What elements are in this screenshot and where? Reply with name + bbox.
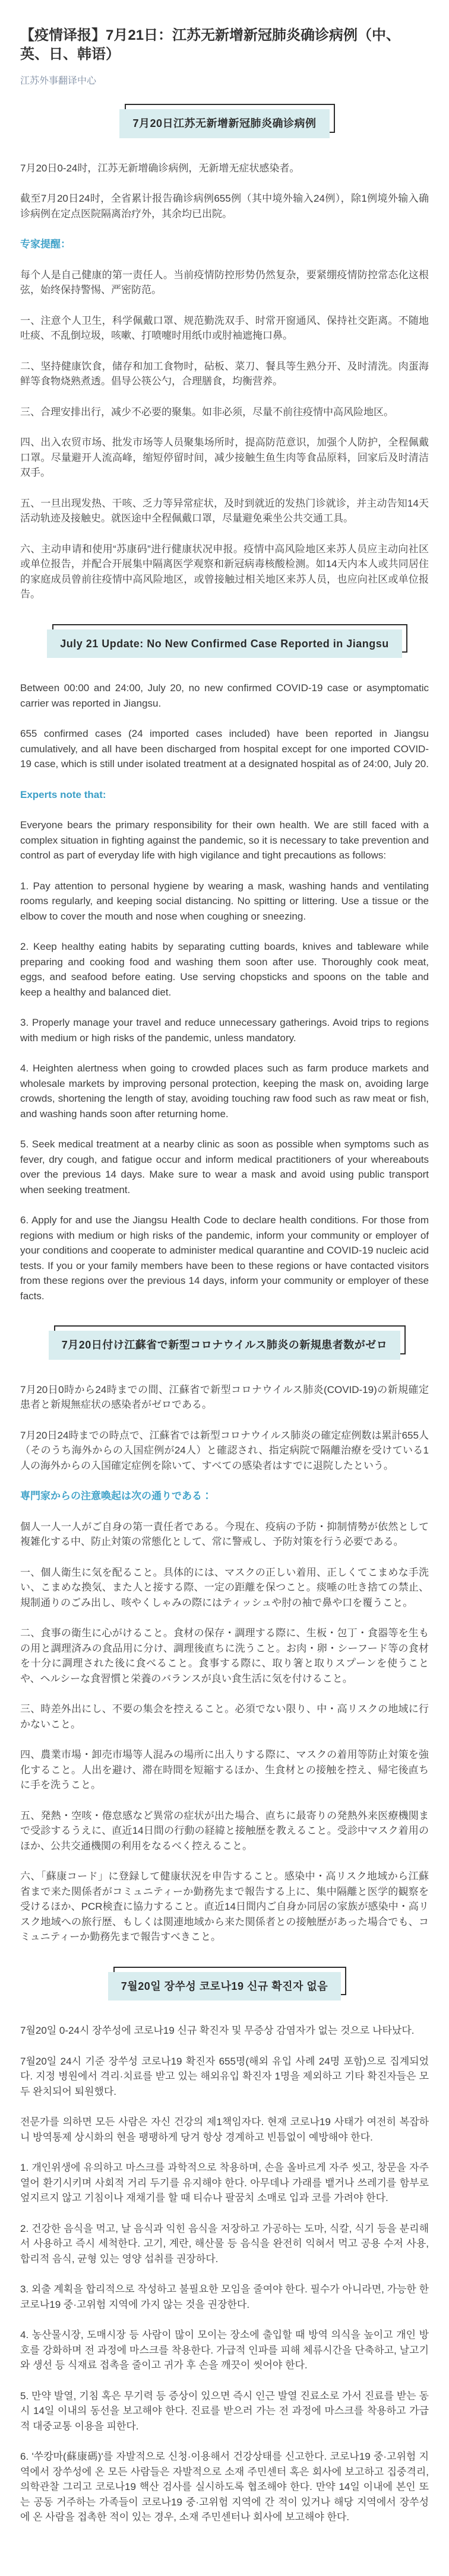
list-item: 2. 건강한 음식을 먹고, 날 음식과 익힌 음식을 저장하고 가공하는 도마, 식칼, 식기 등을 분리해서 사용하고 즉시 세척한다. 고기, 계란, 해산물 등 음식을 완전히 익혀서 먹고 공용 수저 사용, 합리적 음식, 균형 있는 영양 섭취를 권장하다. bbox=[20, 2222, 429, 2265]
list-item: 3. Properly manage your travel and reduce unnecessary gatherings. Avoid trips to regions with medium or high risks of the pandemic, unless mandatory. bbox=[20, 1017, 429, 1044]
section-header-chinese bbox=[20, 109, 429, 138]
paragraph: 個人一人一人がご自身の第一責任者である。今現在、疫病の予防・抑制情勢が依然として複雑化する中、防止対策の常態化として、常に警戒し、予防対策を行う必要である。 bbox=[20, 1521, 429, 1548]
section-header-text: 7월20일 장쑤성 코로나19 신규 확진자 없음 bbox=[108, 1972, 341, 2001]
list-item: 四、農業市場・卸売市場等人混みの場所に出入りする際に、マスクの着用等防止対策を強化すること。人出を避け、滞在時間を短縮するほか、生食材との接触を控え、帰宅後直ちに手を洗うこと。 bbox=[20, 1749, 429, 1791]
paragraph: Everyone bears the primary responsibility for their own health. We are still faced with a complex situation in fighting against the pandemic, so it is necessary to take prevention and control as part of everyday life with high vigilance and tight precautions as follows: bbox=[20, 819, 429, 861]
experts-note-label: Experts note that: bbox=[20, 788, 106, 800]
paragraph: 每个人是自己健康的第一责任人。当前疫情防控形势仍然复杂，要紧绷疫情防控常态化这根弦，始终保持警惕、严密防范。 bbox=[20, 269, 429, 296]
list-item: 五、発熱・空咳・倦怠感など異常の症状が出た場合、直ちに最寄りの発熱外来医療機関まで受診するうえに、直近14日間の行動の経緯と接触歴を教えること。受診中マスク着用のほか、公共交通機関の利用をなるべく控えること。 bbox=[20, 1809, 429, 1852]
list-item: 1. Pay attention to personal hygiene by wearing a mask, washing hands and ventilating rooms regularly, and keeping social distancing. No spitting or littering. Use a tissue or the elbow to cover the mouth and nose when coughing or sneezing. bbox=[20, 880, 429, 922]
list-item: 三、時差外出にし、不要の集会を控えること。必須でない限り、中・高リスクの地域に行かないこと。 bbox=[20, 1703, 429, 1730]
list-item: 五、一旦出现发热、干咳、乏力等异常症状，及时到就近的发热门诊就诊，并主动告知14天活动轨迹及接触史。就医途中全程佩戴口罩，尽量避免乘坐公共交通工具。 bbox=[20, 497, 429, 524]
section-header-text: July 21 Update: No New Confirmed Case Reported in Jiangsu bbox=[47, 629, 402, 659]
list-item: 二、食事の衛生に心がけること。食材の保存・調理する際に、生板・包丁・食器等を生もの用と調理済みの食品用に分け、調理後直ちに洗うこと。お肉・卵・シーフード等の食材を十分に調理された後に食べること。食事する際に、取り箸と取りスプーンを使うことや、ヘルシーな食習慣と栄養のバランスが良い食生活に気を付けること。 bbox=[20, 1627, 429, 1684]
list-item: 3. 외출 계획을 합리적으로 작성하고 불필요한 모임을 줄여야 한다. 필수가 아니라면, 가능한 한 코로나19 중·고위험 지역에 가지 않는 것을 권장한다. bbox=[20, 2284, 429, 2310]
list-item: 四、出入农贸市场、批发市场等人员聚集场所时，提高防范意识，加强个人防护，全程佩戴口罩。尽量避开人流高峰，缩短停留时间，减少接触生鱼生肉等食品原料，回家后及时清洁双手。 bbox=[20, 437, 429, 479]
section-english bbox=[20, 629, 429, 1304]
list-item: 5. Seek medical treatment at a nearby clinic as soon as possible when symptoms such as fever, dry cough, and fatigue occur and inform medical practitioners of your whereabouts over the previous 14 days. Make sure to wear a mask and avoid using public transport when seeking treatment. bbox=[20, 1138, 429, 1195]
paragraph: 7월20일 24시 기준 장쑤성 코로나19 확진자 655명(해외 유입 사례 24명 포함)으로 집계되었다. 지정 병원에서 격리·치료를 받고 있는 해외유입 확진자 1명을 제외하고 기타 확진자들은 모두 완치되어 퇴원했다. bbox=[20, 2055, 429, 2097]
experts-note-label: 专家提醒： bbox=[20, 238, 71, 250]
paragraph: 7月20日0-24时，江苏无新增确诊病例，无新增无症状感染者。 bbox=[20, 162, 300, 174]
paragraph: 7월20일 0-24시 장쑤성에 코로나19 신규 확진자 및 무증상 감염자가 없는 것으로 나타났다. bbox=[20, 2025, 415, 2037]
list-item: 一、注意个人卫生，科学佩戴口罩、规范勤洗双手、时常开窗通风、保持社交距离。不随地吐痰、不乱倒垃圾，咳嗽、打喷嚏时用纸巾或肘袖遮掩口鼻。 bbox=[20, 314, 429, 342]
list-item: 二、坚持健康饮食，储存和加工食物时，砧板、菜刀、餐具等生熟分开、及时清洗。肉蛋海鲜等食物烧熟煮透。倡导公筷公勺，合理膳食，均衡营养。 bbox=[20, 360, 429, 387]
paragraph: 655 confirmed cases (24 imported cases included) have been reported in Jiangsu cumulatively, and all have been discharged from hospital except for one imported COVID-19 case, which is still under isolated treatment at a designated hospital as of 24:00, July 20. bbox=[20, 728, 429, 770]
paragraph: Between 00:00 and 24:00, July 20, no new confirmed COVID-19 case or asymptomatic carrier was reported in Jiangsu. bbox=[20, 682, 429, 709]
list-item: 6. '쑤캉마(蘇康碼)'를 자발적으로 신청·이용해서 건강상태를 신고한다. 코로나19 중·고위험 지역에서 장쑤성에 온 모든 사람들은 자발적으로 소재 주민센터 혹은 회사에 보고하고 집중격리, 의학관찰 그리고 코로나19 핵산 검사를 실시하도록 협조해야 한다. 만약 14일 이내에 본인 또는 공동 거주하는 가족들이 코로나19 중·고위험 지역에 간 적이 있거나 해당 지역에서 장쑤성에 온 사람을 접촉한 적이 있는 경우, 소재 주민센터나 회사에 보고해야 한다. bbox=[20, 2451, 429, 2523]
section-header-korean bbox=[20, 1972, 429, 2001]
page-title: 【疫情译报】7月21日：江苏无新增新冠肺炎确诊病例（中、英、日、韩语） bbox=[20, 27, 401, 62]
paragraph: 7月20日0時から24時までの間、江蘇省で新型コロナウイルス肺炎(COVID-19)の新規確定患者と新規無症状の感染者がゼロである。 bbox=[20, 1384, 429, 1411]
list-item: 三、合理安排出行，减少不必要的聚集。如非必须，尽量不前往疫情中高风险地区。 bbox=[20, 406, 394, 418]
list-item: 2. Keep healthy eating habits by separating cutting boards, knives and tableware while preparing and cooking food and washing them soon after use. Thoroughly cook meat, eggs, and seafood before eating. Use serving chopsticks and spoons on the table and keep a healthy and balanced diet. bbox=[20, 941, 429, 998]
experts-note-label: 専門家からの注意喚起は次の通りである： bbox=[20, 1490, 212, 1502]
list-item: 六、主动申请和使用“苏康码”进行健康状况申报。疫情中高风险地区来苏人员应主动向社区或单位报告，并配合开展集中隔离医学观察和新冠病毒核酸检测。如14天内本人或共同居住的家庭成员曾前往疫情中高风险地区，或曾接触过相关地区来苏人员，也应向社区或单位报告。 bbox=[20, 543, 429, 600]
list-item: 6. Apply for and use the Jiangsu Health Code to declare health conditions. For those from regions with medium or high risks of the pandemic, inform your community or employer of your conditions and cooperate to administer medical quarantine and COVID-19 nucleic acid tests. If you or your family members have been to these regions or have contacted visitors from these regions over the previous 14 days, inform your community or employer of these facts. bbox=[20, 1214, 429, 1302]
section-header-english bbox=[20, 629, 429, 659]
section-header-japanese bbox=[20, 1331, 429, 1360]
section-japanese bbox=[20, 1331, 429, 1945]
list-item: 4. 농산물시장, 도매시장 등 사람이 많이 모이는 장소에 출입할 때 방역 의식을 높이고 개인 방호를 강화하며 전 과정에 마스크를 착용한다. 가급적 인파를 피해 체류시간을 단축하고, 날고기와 생선 등 식재료 접촉을 줄이고 귀가 후 손을 깨끗이 씻어야 한다. bbox=[20, 2329, 429, 2371]
section-korean bbox=[20, 1972, 429, 2525]
list-item: 4. Heighten alertness when going to crowded places such as farm produce markets and wholesale markets by improving personal protection, keeping the mask on, avoiding large crowds, shortening the length of stay, avoiding touching raw food such as raw meat or fish, and washing hands soon after returning home. bbox=[20, 1063, 429, 1120]
list-item: 1. 개인위생에 유의하고 마스크를 과학적으로 착용하며, 손을 올바르게 자주 씻고, 창문을 자주 열어 환기시키며 사회적 거리 두기를 유지해야 한다. 아무데나 가래를 뱉거나 쓰레기를 함부로 엎지르지 않고 기침이나 재채기를 할 때 티슈나 팔꿈치 소매로 입과 코를 가려야 한다. bbox=[20, 2162, 429, 2204]
paragraph: 截至7月20日24时，全省累计报告确诊病例655例（其中境外输入24例），除1例境外输入确诊病例在定点医院隔离治疗外，其余均已出院。 bbox=[20, 193, 429, 220]
section-header-text: 7月20日江苏无新增新冠肺炎确诊病例 bbox=[119, 109, 329, 138]
list-item: 5. 만약 발열, 기침 혹은 무기력 등 증상이 있으면 즉시 인근 발열 진료소로 가서 진료를 받는 동시 14일 이내의 동선을 보고해야 한다. 진료를 받으러 가는 전 과정에 마스크를 착용하고 가급적 대중교통 이용을 피한다. bbox=[20, 2390, 429, 2432]
section-chinese bbox=[20, 109, 429, 602]
list-item: 六、「蘇康コード」に登録して健康状況を申告すること。感染中・高リスク地域から江蘇省まで来た関係者がコミュニティーか勤務先まで報告する上に、集中隔離と医学的観察を受けるほか、PCR検査に協力すること。直近14日間内ご自身か同居の家族が感染中・高リスク地域への旅行歴、もしくは関連地域から来た関係者との接触歴があった場合でも、コミュニティーか勤務先まで報告すべきこと。 bbox=[20, 1871, 429, 1943]
section-header-text: 7月20日付け江蘇省で新型コロナウイルス肺炎の新規患者数がゼロ bbox=[49, 1331, 400, 1360]
paragraph: 전문가를 의하면 모든 사람은 자신 건강의 제1책임자다. 현재 코로나19 사태가 여전히 복잡하니 방역통제 상시화의 현을 팽팽하게 당겨 항상 경계하고 빈틈없이 예방해야 한다. bbox=[20, 2116, 429, 2143]
author-link[interactable]: 江苏外事翻译中心 bbox=[20, 76, 97, 87]
paragraph: 7月20日24時までの時点で、江蘇省では新型コロナウイルス肺炎の確定症例数は累計655人（そのうち海外からの入国症例が24人）と確認され、指定病院で隔離治療を受けている1人の海外からの入国確定症例を除いて、すべての感染者はすでに退院したという。 bbox=[20, 1429, 429, 1471]
list-item: 一、個人衛生に気を配ること。具体的には、マスクの正しい着用、正しくてこまめな手洗い、こまめな換気、また人と接する際、一定の距離を保つこと。痰唾の吐き捨ての禁止、規制通りのごみ出し、咳やくしゃみの際にはティッシュや肘の袖で鼻や口を覆うこと。 bbox=[20, 1566, 429, 1608]
